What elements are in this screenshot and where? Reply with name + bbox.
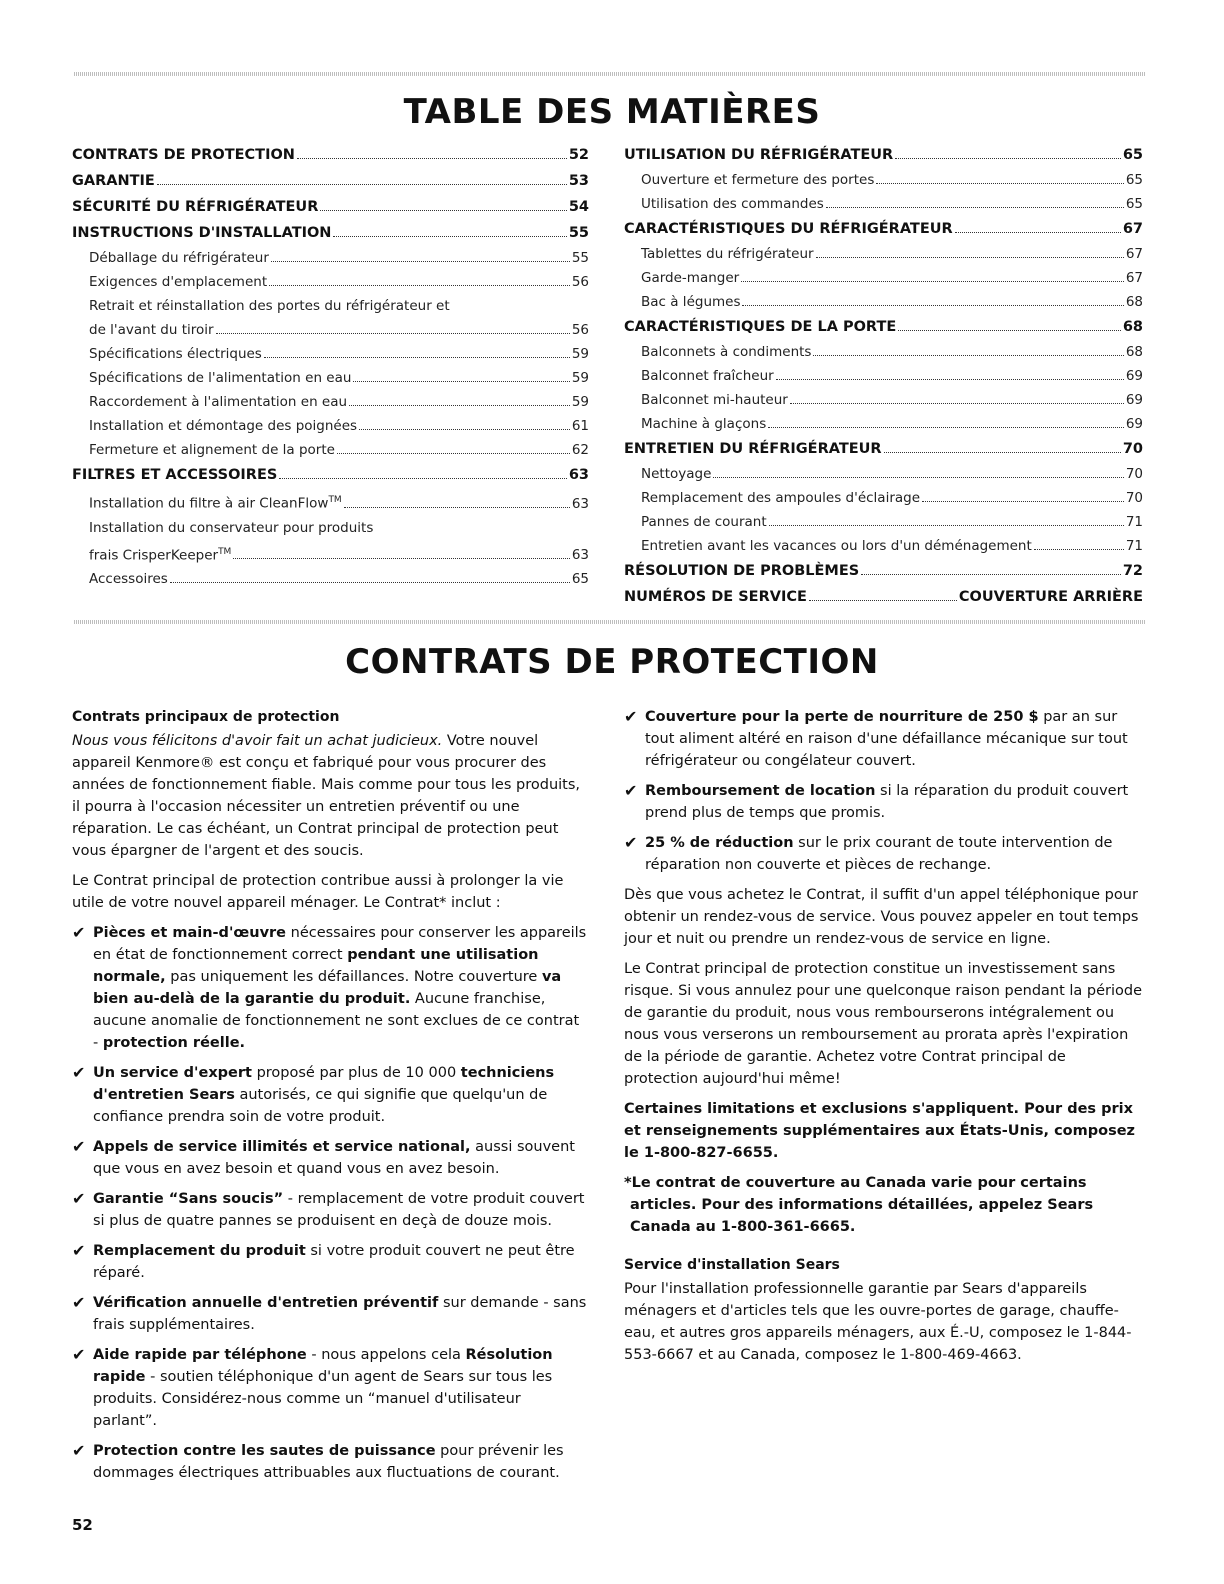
toc-entry-title: GARANTIE: [72, 173, 155, 189]
toc-entry-title: RÉSOLUTION DE PROBLÈMES: [624, 563, 860, 579]
toc-entry-title: CONTRATS DE PROTECTION: [72, 147, 295, 163]
toc-leader-dots: [344, 507, 570, 508]
benefit-item: [72, 1062, 588, 1128]
toc-page-number: 53: [568, 173, 589, 189]
benefit-text: - nous appelons cela: [306, 1347, 466, 1363]
benefit-item: [72, 1136, 588, 1180]
benefit-emphasis: techniciens d'entretien Sears: [93, 1065, 555, 1103]
toc-entry-title: Exigences d'emplacement: [89, 274, 268, 290]
intro2-paragraph: Le Contrat principal de protection contribue aussi à prolonger la vie utile de votre nouvel appareil ménager. Le Contrat* inclut :: [72, 873, 564, 911]
contracts-title: CONTRATS DE PROTECTION: [345, 642, 879, 682]
toc-leader-dots: [861, 574, 1121, 575]
install-heading: Service d'installation Sears: [624, 1257, 840, 1273]
toc-entry-title: Garde-manger: [641, 270, 740, 286]
toc-entry-title: Tablettes du réfrigérateur: [641, 246, 814, 262]
toc-page-number: 65: [1125, 172, 1143, 188]
checkmark-icon: ✔: [72, 1063, 86, 1082]
toc-leader-dots: [157, 184, 567, 185]
toc-subsection-entry: [72, 488, 589, 516]
toc-subsection-entry: [624, 192, 1143, 216]
toc-section-entry: [624, 584, 1143, 610]
toc-leader-dots: [955, 232, 1121, 233]
page-number: 52: [72, 1516, 93, 1534]
toc-subsection-entry: [72, 366, 589, 390]
benefit-text: - remplacement de votre produit couvert si plus de quatre pannes se produisent en deçà de douze mois.: [93, 1191, 585, 1229]
benefit-emphasis: Résolution rapide: [93, 1347, 553, 1385]
toc-page-number: 72: [1122, 563, 1143, 579]
toc-leader-dots: [337, 453, 570, 454]
toc-leader-dots: [884, 452, 1121, 453]
benefit-text: pour prévenir les dommages électriques attribuables aux fluctuations de courant.: [93, 1443, 564, 1481]
toc-entry-title: Installation et démontage des poignées: [89, 418, 358, 434]
toc-entry-title: Machine à glaçons: [641, 416, 767, 432]
toc-leader-dots: [271, 261, 570, 262]
toc-page-number: 70: [1122, 441, 1143, 457]
toc-subsection-entry: [72, 246, 589, 270]
toc-entry-title: Raccordement à l'alimentation en eau: [89, 394, 348, 410]
toc-leader-dots: [776, 379, 1124, 380]
toc-entry-title: de l'avant du tiroir: [89, 322, 214, 338]
benefit-emphasis: Protection contre les sautes de puissance: [93, 1443, 436, 1459]
toc-page-number: 62: [571, 442, 589, 458]
toc-entry-continued: Retrait et réinstallation des portes du réfrigérateur et: [89, 298, 450, 314]
benefit-text: pas uniquement les défaillances. Notre couverture: [165, 969, 542, 985]
toc-entry-title: Bac à légumes: [641, 294, 741, 310]
benefit-item: [624, 706, 1144, 772]
benefit-emphasis: Remboursement de location: [645, 783, 876, 799]
benefit-item: [72, 1292, 588, 1336]
toc-entry-title: Nettoyage: [641, 466, 712, 482]
toc-subsection-entry: [624, 510, 1143, 534]
toc-page-number: 59: [571, 370, 589, 386]
toc-page-number: 67: [1125, 246, 1143, 262]
benefit-item: [72, 1240, 588, 1284]
toc-subsection-entry: [72, 567, 589, 591]
toc-page-number: 56: [571, 274, 589, 290]
toc-leader-dots: [233, 558, 569, 559]
toc-title: TABLE DES MATIÈRES: [403, 92, 821, 132]
toc-entry-title: Utilisation des commandes: [641, 196, 824, 212]
toc-page-number: 55: [568, 225, 589, 241]
toc-entry-title: Installation du filtre à air CleanFlow™: [89, 495, 342, 512]
checkmark-icon: ✔: [72, 1137, 86, 1156]
toc-section-entry: [72, 462, 589, 488]
toc-leader-dots: [269, 285, 570, 286]
benefits-list-right: [624, 706, 1144, 876]
toc-page-number: 70: [1125, 490, 1143, 506]
toc-entry-title: Spécifications de l'alimentation en eau: [89, 370, 352, 386]
toc-entry-title: UTILISATION DU RÉFRIGÉRATEUR: [624, 147, 894, 163]
toc-subsection-entry: [624, 364, 1143, 388]
middle-divider: [74, 620, 1146, 624]
toc-entry-title: NUMÉROS DE SERVICE: [624, 589, 807, 605]
contracts-left-column: [72, 706, 588, 1492]
benefit-emphasis: pendant une utilisation normale,: [93, 947, 539, 985]
benefit-emphasis: Aide rapide par téléphone: [93, 1347, 307, 1363]
toc-page-number: 63: [568, 467, 589, 483]
toc-leader-dots: [809, 600, 957, 601]
toc-subsection-entry: [624, 242, 1143, 266]
toc-page-number: 69: [1125, 392, 1143, 408]
toc-subsection-entry: [624, 534, 1143, 558]
checkmark-icon: ✔: [72, 1441, 86, 1460]
benefit-emphasis: Vérification annuelle d'entretien préventif: [93, 1295, 439, 1311]
toc-page-number: 70: [1125, 466, 1143, 482]
intro-rest: Votre nouvel appareil Kenmore® est conçu et fabriqué pour vous procurer des années de fonctionnement fiable. Mais comme pour tous les produits, il pourra à l'occasion nécessiter un entretien préventif ou une réparation. Le cas échéant, un Contrat principal de protection peut vous épargner de l'argent et des soucis.: [72, 733, 581, 859]
contracts-right-column: [624, 706, 1144, 1374]
toc-subsection-entry: [624, 412, 1143, 436]
toc-page-number: 63: [571, 495, 589, 512]
toc-subsection-entry: [624, 266, 1143, 290]
toc-page-number: 68: [1122, 319, 1143, 335]
toc-entry-title: SÉCURITÉ DU RÉFRIGÉRATEUR: [72, 199, 319, 215]
toc-page-number: 63: [571, 547, 589, 563]
benefit-emphasis: Garantie “Sans soucis”: [93, 1191, 284, 1207]
toc-page-number: 54: [568, 199, 589, 215]
benefit-text: proposé par plus de 10 000: [251, 1065, 461, 1081]
toc-entry-title: Spécifications électriques: [89, 346, 262, 362]
toc-subsection-entry: [72, 342, 589, 366]
benefit-text: si votre produit couvert ne peut être réparé.: [93, 1243, 575, 1281]
checkmark-icon: ✔: [72, 1345, 86, 1364]
benefit-emphasis: Appels de service illimités et service national,: [93, 1139, 471, 1155]
benefit-emphasis: Couverture pour la perte de nourriture de 250 $: [645, 709, 1039, 725]
toc-page-number: 59: [571, 394, 589, 410]
checkmark-icon: ✔: [624, 833, 638, 852]
toc-page-number: 59: [571, 346, 589, 362]
toc-page-number: 65: [571, 571, 589, 587]
benefit-text: autorisés, ce qui signifie que quelqu'un de confiance prendra soin de votre produit.: [93, 1087, 548, 1125]
toc-section-entry: [624, 142, 1143, 168]
toc-subsection-entry: [624, 388, 1143, 412]
benefit-text: aussi souvent que vous en avez besoin et quand vous en avez besoin.: [93, 1139, 575, 1177]
toc-leader-dots: [713, 477, 1123, 478]
toc-leader-dots: [826, 207, 1124, 208]
toc-leader-dots: [816, 257, 1124, 258]
toc-subsection-entry: [624, 486, 1143, 510]
toc-subsection-entry: [624, 340, 1143, 364]
benefit-item: [624, 832, 1144, 876]
benefit-item: [72, 922, 588, 1054]
toc-entry-title: frais CrisperKeeper™: [89, 546, 232, 563]
toc-page-number: 69: [1125, 368, 1143, 384]
checkmark-icon: ✔: [72, 1241, 86, 1260]
benefit-text: sur demande - sans frais supplémentaires.: [93, 1295, 587, 1333]
benefit-emphasis: va bien au-delà de la garantie du produit.: [93, 969, 562, 1007]
toc-entry-title: CARACTÉRISTIQUES DU RÉFRIGÉRATEUR: [624, 221, 953, 237]
toc-entry-title: FILTRES ET ACCESSOIRES: [72, 467, 278, 483]
toc-entry-title: Accessoires: [89, 571, 168, 587]
toc-entry-title: Fermeture et alignement de la porte: [89, 442, 335, 458]
toc-entry-title: Remplacement des ampoules d'éclairage: [641, 490, 921, 506]
benefit-emphasis: Un service d'expert: [93, 1065, 252, 1081]
toc-section-entry: [624, 216, 1143, 242]
benefit-text: par an sur tout aliment altéré en raison d'une défaillance mécanique sur tout réfrigérateur ou congélateur couvert.: [645, 709, 1128, 769]
toc-page-number: 65: [1125, 196, 1143, 212]
toc-subsection-entry: [72, 270, 589, 294]
benefit-item: [72, 1440, 588, 1484]
toc-leader-dots: [264, 357, 570, 358]
call-paragraph: Dès que vous achetez le Contrat, il suffit d'un appel téléphonique pour obtenir un rendez-vous de service. Vous pouvez appeler en tout temps jour et nuit ou prendre un rendez-vous de service en ligne.: [624, 887, 1139, 947]
toc-entry-title: Balconnets à condiments: [641, 344, 812, 360]
toc-subsection-entry: [72, 318, 589, 342]
toc-section-entry: [72, 142, 589, 168]
toc-leader-dots: [876, 183, 1123, 184]
contracts-heading: Contrats principaux de protection: [72, 709, 340, 725]
toc-entry-title: INSTRUCTIONS D'INSTALLATION: [72, 225, 332, 241]
canada-note: *Le contrat de couverture au Canada varie pour certains articles. Pour des informations détaillées, appelez Sears Canada au 1-800-361-6665.: [624, 1175, 1094, 1235]
toc-page-number: 71: [1125, 514, 1143, 530]
toc-leader-dots: [769, 525, 1124, 526]
toc-leader-dots: [895, 158, 1121, 159]
checkmark-icon: ✔: [72, 1189, 86, 1208]
toc-leader-dots: [279, 478, 566, 479]
toc-section-entry: [72, 194, 589, 220]
benefit-text: si la réparation du produit couvert prend plus de temps que promis.: [645, 783, 1129, 821]
benefit-emphasis: Remplacement du produit: [93, 1243, 306, 1259]
toc-entry-title: Balconnet mi-hauteur: [641, 392, 788, 408]
toc-leader-dots: [353, 381, 569, 382]
toc-entry-title: ENTRETIEN DU RÉFRIGÉRATEUR: [624, 441, 882, 457]
top-divider: [74, 72, 1146, 76]
toc-page-number: 55: [571, 250, 589, 266]
toc-subsection-entry: [624, 168, 1143, 192]
benefit-text: nécessaires pour conserver les appareils en état de fonctionnement correct: [93, 925, 587, 963]
toc-page-number: 67: [1122, 221, 1143, 237]
checkmark-icon: ✔: [624, 707, 638, 726]
risk-paragraph: Le Contrat principal de protection constitue un investissement sans risque. Si vous annulez pour une quelconque raison pendant la période de garantie du produit, nous vous rembourserons intégralement ou nous vous verserons un remboursement au prorata après l'expiration de la période de garantie. Achetez votre Contrat principal de protection aujourd'hui même!: [624, 961, 1143, 1087]
toc-subsection-entry: [624, 462, 1143, 486]
toc-leader-dots: [768, 427, 1124, 428]
intro-italic: Nous vous félicitons d'avoir fait un achat judicieux.: [72, 733, 443, 749]
toc-page-number: 68: [1125, 294, 1143, 310]
checkmark-icon: ✔: [72, 1293, 86, 1312]
toc-page-number: 61: [571, 418, 589, 434]
toc-right-column: [624, 142, 1143, 610]
benefits-list-left: [72, 922, 588, 1484]
us-note: Certaines limitations et exclusions s'appliquent. Pour des prix et renseignements supplémentaires aux États-Unis, composez le 1-800-827-6655.: [624, 1101, 1135, 1161]
toc-leader-dots: [216, 333, 570, 334]
toc-leader-dots: [813, 355, 1123, 356]
intro-paragraph: [72, 730, 588, 862]
toc-subsection-entry: [72, 540, 589, 568]
toc-left-column: [72, 142, 589, 591]
toc-page-number: 56: [571, 322, 589, 338]
toc-entry-title: Pannes de courant: [641, 514, 767, 530]
toc-subsection-entry: [72, 390, 589, 414]
toc-leader-dots: [741, 281, 1124, 282]
checkmark-icon: ✔: [72, 923, 86, 942]
toc-leader-dots: [898, 330, 1121, 331]
toc-entry-title: CARACTÉRISTIQUES DE LA PORTE: [624, 319, 897, 335]
toc-entry-title: Déballage du réfrigérateur: [89, 250, 269, 266]
toc-page-number: 67: [1125, 270, 1143, 286]
toc-leader-dots: [320, 210, 566, 211]
toc-section-entry: [624, 314, 1143, 340]
toc-page-number: 65: [1122, 147, 1143, 163]
benefit-emphasis: Pièces et main-d'œuvre: [93, 925, 287, 941]
toc-leader-dots: [790, 403, 1124, 404]
toc-entry-title: Balconnet fraîcheur: [641, 368, 774, 384]
toc-entry-continued: Installation du conservateur pour produits: [89, 519, 374, 536]
benefit-text: Aucune franchise, aucune anomalie de fonctionnement ne sont exclues de ce contrat -: [93, 991, 580, 1051]
toc-page-number: 71: [1125, 538, 1143, 554]
benefit-emphasis: protection réelle.: [102, 1035, 246, 1051]
toc-leader-dots: [297, 158, 567, 159]
toc-page-number: 52: [568, 147, 589, 163]
toc-leader-dots: [349, 405, 570, 406]
toc-section-entry: [72, 220, 589, 246]
benefit-text: - soutien téléphonique d'un agent de Sears sur tous les produits. Considérez-nous comme un “manuel d'utilisateur parlant”.: [93, 1369, 553, 1429]
toc-leader-dots: [333, 236, 566, 237]
toc-entry-title: Entretien avant les vacances ou lors d'un déménagement: [641, 538, 1032, 554]
benefit-item: [72, 1344, 588, 1432]
toc-section-entry: [624, 558, 1143, 584]
toc-subsection-entry: [72, 438, 589, 462]
toc-section-entry: [624, 436, 1143, 462]
toc-subsection-entry: [72, 414, 589, 438]
toc-subsection-entry: [624, 290, 1143, 314]
toc-leader-dots: [742, 305, 1123, 306]
benefit-text: sur le prix courant de toute intervention de réparation non couverte et pièces de rechange.: [645, 835, 1113, 873]
install-paragraph: Pour l'installation professionnelle garantie par Sears d'appareils ménagers et d'articles tels que les ouvre-portes de garage, chauffe-eau, et autres gros appareils ménagers, aux É.-U, composez le 1-844-553-6667 et au Canada, composez le 1-800-469-4663.: [624, 1281, 1132, 1363]
toc-leader-dots: [922, 501, 1124, 502]
toc-page-number: 69: [1125, 416, 1143, 432]
toc-section-entry: [72, 168, 589, 194]
benefit-emphasis: 25 % de réduction: [645, 835, 794, 851]
toc-leader-dots: [1034, 549, 1124, 550]
toc-leader-dots: [170, 582, 570, 583]
toc-leader-dots: [359, 429, 570, 430]
benefit-item: [72, 1188, 588, 1232]
toc-entry-title: Ouverture et fermeture des portes: [641, 172, 875, 188]
benefit-item: [624, 780, 1144, 824]
toc-page-number: COUVERTURE ARRIÈRE: [958, 589, 1143, 605]
checkmark-icon: ✔: [624, 781, 638, 800]
toc-page-number: 68: [1125, 344, 1143, 360]
